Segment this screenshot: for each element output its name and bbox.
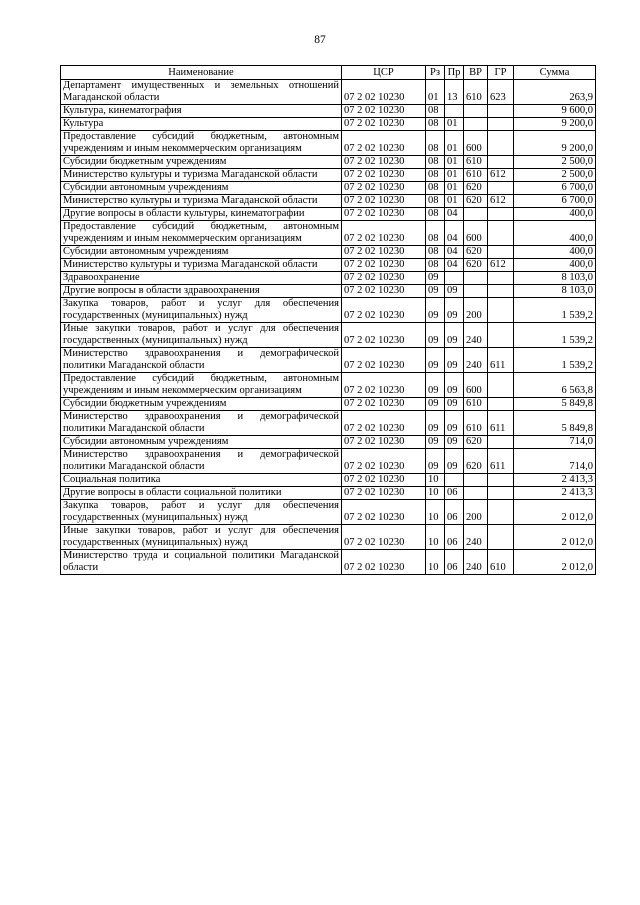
table-row <box>61 259 596 272</box>
cell-csr: 07 2 02 10230 <box>342 221 426 246</box>
cell-sum: 5 849,8 <box>514 398 596 411</box>
cell-pr: 13 <box>445 80 464 105</box>
cell-vr: 620 <box>464 449 488 474</box>
cell-csr: 07 2 02 10230 <box>342 182 426 195</box>
cell-vr: 600 <box>464 221 488 246</box>
cell-pr: 09 <box>445 298 464 323</box>
cell-pr <box>445 474 464 487</box>
table-row <box>61 80 596 105</box>
cell-sum: 5 849,8 <box>514 411 596 436</box>
header-vr: ВР <box>464 66 488 80</box>
cell-pr: 01 <box>445 118 464 131</box>
cell-rz: 09 <box>426 323 445 348</box>
cell-rz: 08 <box>426 105 445 118</box>
cell-pr: 01 <box>445 131 464 156</box>
cell-vr: 240 <box>464 323 488 348</box>
cell-name: Министерство здравоохранения и демографической политики Магаданской области <box>61 411 342 436</box>
table-row <box>61 182 596 195</box>
cell-gr <box>488 221 514 246</box>
table-row <box>61 436 596 449</box>
cell-csr: 07 2 02 10230 <box>342 208 426 221</box>
cell-csr: 07 2 02 10230 <box>342 156 426 169</box>
cell-name: Культура <box>61 118 342 131</box>
cell-pr: 09 <box>445 373 464 398</box>
cell-gr: 612 <box>488 259 514 272</box>
cell-pr: 04 <box>445 221 464 246</box>
header-gr: ГР <box>488 66 514 80</box>
cell-name: Департамент имущественных и земельных отношений Магаданской области <box>61 80 342 105</box>
cell-vr: 610 <box>464 80 488 105</box>
cell-pr: 01 <box>445 195 464 208</box>
cell-rz: 08 <box>426 169 445 182</box>
cell-rz: 08 <box>426 182 445 195</box>
cell-vr: 600 <box>464 131 488 156</box>
cell-rz: 08 <box>426 208 445 221</box>
cell-csr: 07 2 02 10230 <box>342 348 426 373</box>
table-row <box>61 474 596 487</box>
cell-gr <box>488 474 514 487</box>
cell-sum: 263,9 <box>514 80 596 105</box>
cell-vr: 600 <box>464 373 488 398</box>
cell-vr <box>464 487 488 500</box>
cell-rz: 08 <box>426 246 445 259</box>
cell-csr: 07 2 02 10230 <box>342 487 426 500</box>
cell-vr <box>464 208 488 221</box>
cell-gr <box>488 298 514 323</box>
cell-rz: 09 <box>426 436 445 449</box>
table-row <box>61 411 596 436</box>
cell-pr: 01 <box>445 169 464 182</box>
cell-rz: 09 <box>426 285 445 298</box>
cell-sum: 6 700,0 <box>514 195 596 208</box>
page-number: 87 <box>314 34 326 46</box>
cell-gr <box>488 436 514 449</box>
table-row <box>61 285 596 298</box>
table-row <box>61 131 596 156</box>
cell-gr <box>488 246 514 259</box>
cell-name: Субсидии автономным учреждениям <box>61 182 342 195</box>
cell-csr: 07 2 02 10230 <box>342 195 426 208</box>
table-row <box>61 272 596 285</box>
cell-sum: 8 103,0 <box>514 272 596 285</box>
cell-csr: 07 2 02 10230 <box>342 411 426 436</box>
cell-sum: 400,0 <box>514 221 596 246</box>
cell-sum: 1 539,2 <box>514 298 596 323</box>
cell-csr: 07 2 02 10230 <box>342 449 426 474</box>
cell-name: Социальная политика <box>61 474 342 487</box>
table-row <box>61 525 596 550</box>
cell-rz: 10 <box>426 550 445 575</box>
cell-csr: 07 2 02 10230 <box>342 272 426 285</box>
cell-csr: 07 2 02 10230 <box>342 80 426 105</box>
cell-csr: 07 2 02 10230 <box>342 525 426 550</box>
table-header-row <box>61 66 596 80</box>
cell-vr: 620 <box>464 259 488 272</box>
cell-sum: 714,0 <box>514 449 596 474</box>
cell-sum: 6 563,8 <box>514 373 596 398</box>
header-pr: Пр <box>445 66 464 80</box>
cell-name: Закупка товаров, работ и услуг для обеспечения государственных (муниципальных) нужд <box>61 500 342 525</box>
cell-name: Другие вопросы в области культуры, кинематографии <box>61 208 342 221</box>
cell-name: Предоставление субсидий бюджетным, автономным учреждениям и иным некоммерческим организациям <box>61 373 342 398</box>
cell-vr: 620 <box>464 246 488 259</box>
table-row <box>61 169 596 182</box>
cell-gr <box>488 525 514 550</box>
cell-rz: 09 <box>426 348 445 373</box>
cell-rz: 08 <box>426 156 445 169</box>
cell-rz: 08 <box>426 259 445 272</box>
cell-gr <box>488 487 514 500</box>
cell-gr <box>488 105 514 118</box>
cell-gr <box>488 208 514 221</box>
cell-sum: 1 539,2 <box>514 348 596 373</box>
cell-csr: 07 2 02 10230 <box>342 131 426 156</box>
cell-csr: 07 2 02 10230 <box>342 118 426 131</box>
header-rz: Рз <box>426 66 445 80</box>
cell-vr: 610 <box>464 169 488 182</box>
table-row <box>61 298 596 323</box>
cell-pr: 06 <box>445 487 464 500</box>
cell-csr: 07 2 02 10230 <box>342 373 426 398</box>
header-sum: Сумма <box>514 66 596 80</box>
cell-sum: 2 413,3 <box>514 474 596 487</box>
cell-sum: 2 500,0 <box>514 156 596 169</box>
cell-vr: 240 <box>464 348 488 373</box>
header-name: Наименование <box>61 66 342 80</box>
cell-vr <box>464 105 488 118</box>
cell-sum: 9 200,0 <box>514 131 596 156</box>
cell-gr <box>488 131 514 156</box>
cell-name: Министерство здравоохранения и демографической политики Магаданской области <box>61 449 342 474</box>
cell-gr: 612 <box>488 169 514 182</box>
cell-pr: 04 <box>445 259 464 272</box>
cell-vr <box>464 285 488 298</box>
cell-csr: 07 2 02 10230 <box>342 550 426 575</box>
cell-vr: 240 <box>464 550 488 575</box>
cell-rz: 09 <box>426 298 445 323</box>
cell-csr: 07 2 02 10230 <box>342 246 426 259</box>
cell-pr: 09 <box>445 398 464 411</box>
cell-gr: 611 <box>488 449 514 474</box>
cell-sum: 8 103,0 <box>514 285 596 298</box>
cell-vr <box>464 272 488 285</box>
cell-vr <box>464 474 488 487</box>
cell-gr <box>488 285 514 298</box>
cell-name: Другие вопросы в области здравоохранения <box>61 285 342 298</box>
cell-csr: 07 2 02 10230 <box>342 398 426 411</box>
cell-sum: 714,0 <box>514 436 596 449</box>
cell-name: Здравоохранение <box>61 272 342 285</box>
cell-csr: 07 2 02 10230 <box>342 259 426 272</box>
table-row <box>61 449 596 474</box>
cell-gr <box>488 118 514 131</box>
cell-name: Другие вопросы в области социальной политики <box>61 487 342 500</box>
cell-rz: 09 <box>426 449 445 474</box>
table-row <box>61 500 596 525</box>
cell-sum: 400,0 <box>514 246 596 259</box>
cell-gr: 611 <box>488 348 514 373</box>
cell-gr: 610 <box>488 550 514 575</box>
cell-gr <box>488 500 514 525</box>
cell-name: Министерство культуры и туризма Магаданской области <box>61 195 342 208</box>
cell-vr: 620 <box>464 195 488 208</box>
cell-pr: 01 <box>445 156 464 169</box>
cell-vr: 610 <box>464 411 488 436</box>
cell-rz: 08 <box>426 195 445 208</box>
cell-sum: 2 413,3 <box>514 487 596 500</box>
cell-rz: 10 <box>426 500 445 525</box>
cell-sum: 400,0 <box>514 259 596 272</box>
cell-name: Субсидии автономным учреждениям <box>61 436 342 449</box>
budget-table <box>60 65 596 575</box>
cell-sum: 9 600,0 <box>514 105 596 118</box>
cell-name: Культура, кинематография <box>61 105 342 118</box>
cell-gr <box>488 182 514 195</box>
header-csr: ЦСР <box>342 66 426 80</box>
cell-rz: 09 <box>426 272 445 285</box>
table-row <box>61 195 596 208</box>
cell-csr: 07 2 02 10230 <box>342 298 426 323</box>
cell-gr: 611 <box>488 411 514 436</box>
cell-csr: 07 2 02 10230 <box>342 169 426 182</box>
cell-pr: 06 <box>445 550 464 575</box>
cell-gr <box>488 398 514 411</box>
cell-gr <box>488 323 514 348</box>
cell-pr: 09 <box>445 449 464 474</box>
cell-name: Министерство культуры и туризма Магаданской области <box>61 259 342 272</box>
cell-name: Министерство культуры и туризма Магаданской области <box>61 169 342 182</box>
cell-vr: 610 <box>464 156 488 169</box>
cell-csr: 07 2 02 10230 <box>342 500 426 525</box>
cell-sum: 2 012,0 <box>514 500 596 525</box>
cell-name: Предоставление субсидий бюджетным, автономным учреждениям и иным некоммерческим организациям <box>61 221 342 246</box>
table-row <box>61 550 596 575</box>
cell-name: Иные закупки товаров, работ и услуг для обеспечения государственных (муниципальных) нужд <box>61 323 342 348</box>
table-row <box>61 323 596 348</box>
cell-sum: 2 012,0 <box>514 550 596 575</box>
cell-name: Иные закупки товаров, работ и услуг для обеспечения государственных (муниципальных) нужд <box>61 525 342 550</box>
cell-pr: 09 <box>445 411 464 436</box>
table-row <box>61 208 596 221</box>
cell-csr: 07 2 02 10230 <box>342 285 426 298</box>
cell-rz: 10 <box>426 474 445 487</box>
cell-pr: 01 <box>445 182 464 195</box>
table-row <box>61 105 596 118</box>
cell-csr: 07 2 02 10230 <box>342 436 426 449</box>
cell-pr <box>445 272 464 285</box>
table-row <box>61 156 596 169</box>
cell-vr: 610 <box>464 398 488 411</box>
cell-rz: 08 <box>426 118 445 131</box>
cell-pr: 04 <box>445 208 464 221</box>
cell-pr: 06 <box>445 500 464 525</box>
cell-csr: 07 2 02 10230 <box>342 474 426 487</box>
cell-pr: 06 <box>445 525 464 550</box>
cell-rz: 10 <box>426 487 445 500</box>
table-row <box>61 118 596 131</box>
cell-name: Министерство труда и социальной политики Магаданской области <box>61 550 342 575</box>
cell-pr: 04 <box>445 246 464 259</box>
cell-name: Субсидии бюджетным учреждениям <box>61 156 342 169</box>
table-row <box>61 398 596 411</box>
cell-pr <box>445 105 464 118</box>
cell-rz: 01 <box>426 80 445 105</box>
cell-vr: 240 <box>464 525 488 550</box>
cell-vr: 200 <box>464 298 488 323</box>
cell-sum: 1 539,2 <box>514 323 596 348</box>
table-row <box>61 487 596 500</box>
cell-gr <box>488 373 514 398</box>
cell-pr: 09 <box>445 323 464 348</box>
table-row <box>61 348 596 373</box>
cell-csr: 07 2 02 10230 <box>342 105 426 118</box>
cell-rz: 08 <box>426 221 445 246</box>
cell-name: Министерство здравоохранения и демографической политики Магаданской области <box>61 348 342 373</box>
cell-gr: 623 <box>488 80 514 105</box>
cell-rz: 09 <box>426 411 445 436</box>
table-body <box>61 80 596 575</box>
cell-vr: 620 <box>464 182 488 195</box>
cell-csr: 07 2 02 10230 <box>342 323 426 348</box>
cell-rz: 10 <box>426 525 445 550</box>
cell-name: Субсидии бюджетным учреждениям <box>61 398 342 411</box>
cell-gr: 612 <box>488 195 514 208</box>
cell-sum: 9 200,0 <box>514 118 596 131</box>
table-row <box>61 221 596 246</box>
cell-sum: 400,0 <box>514 208 596 221</box>
cell-vr: 620 <box>464 436 488 449</box>
cell-sum: 2 500,0 <box>514 169 596 182</box>
cell-name: Закупка товаров, работ и услуг для обеспечения государственных (муниципальных) нужд <box>61 298 342 323</box>
table-row <box>61 373 596 398</box>
cell-rz: 09 <box>426 398 445 411</box>
cell-name: Предоставление субсидий бюджетным, автономным учреждениям и иным некоммерческим организациям <box>61 131 342 156</box>
table-row <box>61 246 596 259</box>
cell-name: Субсидии автономным учреждениям <box>61 246 342 259</box>
cell-rz: 08 <box>426 131 445 156</box>
cell-gr <box>488 156 514 169</box>
cell-pr: 09 <box>445 348 464 373</box>
cell-gr <box>488 272 514 285</box>
cell-pr: 09 <box>445 436 464 449</box>
cell-sum: 6 700,0 <box>514 182 596 195</box>
cell-pr: 09 <box>445 285 464 298</box>
cell-vr <box>464 118 488 131</box>
cell-rz: 09 <box>426 373 445 398</box>
cell-vr: 200 <box>464 500 488 525</box>
cell-sum: 2 012,0 <box>514 525 596 550</box>
